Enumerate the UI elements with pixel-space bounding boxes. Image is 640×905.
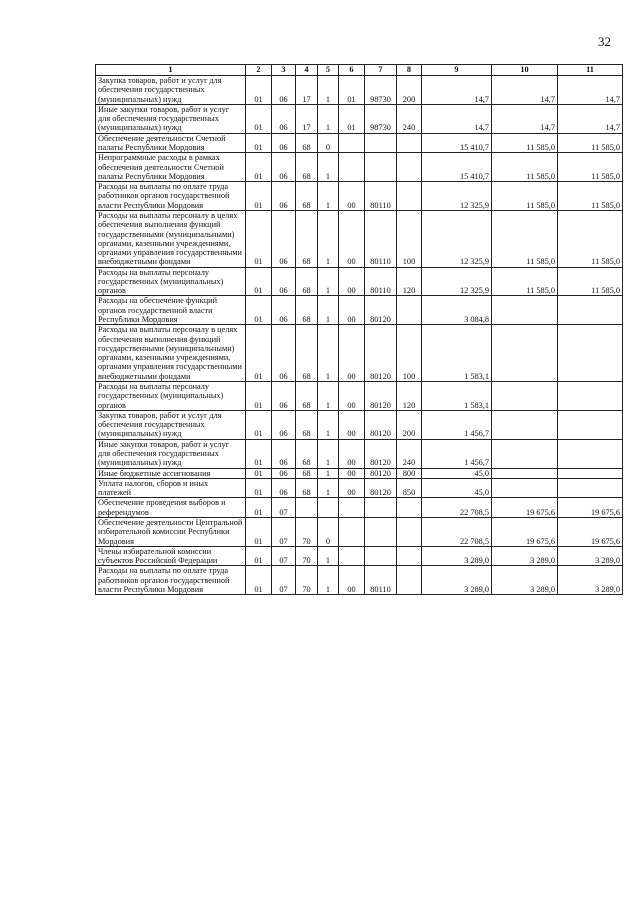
amount-year1-cell: 14,7 (422, 104, 492, 133)
table-row (96, 498, 623, 518)
code-program-cell: 68 (296, 410, 318, 439)
code-program-cell: 68 (296, 153, 318, 182)
code-event-cell: 00 (339, 439, 365, 468)
code-event-cell: 00 (339, 468, 365, 478)
row-name-cell: Иные закупки товаров, работ и услуг для обеспечения государственных (муниципальных) нужд (96, 439, 246, 468)
code-expense-type-cell: 240 (397, 439, 422, 468)
code-direction-cell: 80120 (365, 325, 397, 382)
code-event-cell: 00 (339, 267, 365, 296)
column-header: 10 (492, 65, 558, 76)
amount-year2-cell: 11 585,0 (492, 210, 558, 267)
code-subprogram-cell: 1 (318, 325, 339, 382)
amount-year3-cell: 19 675,6 (558, 517, 623, 546)
table-row (96, 410, 623, 439)
code-program-cell: 70 (296, 566, 318, 595)
amount-year2-cell (492, 439, 558, 468)
code-direction-cell: 80110 (365, 566, 397, 595)
code-subsection-cell: 07 (272, 517, 296, 546)
column-header: 4 (296, 65, 318, 76)
row-name-cell: Расходы на выплаты персоналу государственных (муниципальных) органов (96, 267, 246, 296)
amount-year2-cell: 19 675,6 (492, 498, 558, 518)
table-row (96, 439, 623, 468)
column-header: 11 (558, 65, 623, 76)
code-section-cell: 01 (246, 410, 272, 439)
amount-year3-cell: 3 289,0 (558, 546, 623, 566)
code-section-cell: 01 (246, 566, 272, 595)
amount-year2-cell: 11 585,0 (492, 153, 558, 182)
table-row (96, 478, 623, 498)
code-event-cell: 00 (339, 382, 365, 411)
code-subsection-cell: 06 (272, 439, 296, 468)
code-subprogram-cell: 1 (318, 76, 339, 105)
code-program-cell: 68 (296, 325, 318, 382)
amount-year1-cell: 22 708,5 (422, 498, 492, 518)
amount-year3-cell: 3 289,0 (558, 566, 623, 595)
code-expense-type-cell (397, 182, 422, 211)
code-subsection-cell: 07 (272, 546, 296, 566)
code-program-cell: 70 (296, 546, 318, 566)
amount-year3-cell: 11 585,0 (558, 182, 623, 211)
code-subprogram-cell: 1 (318, 267, 339, 296)
amount-year2-cell: 11 585,0 (492, 133, 558, 153)
code-subprogram-cell: 1 (318, 382, 339, 411)
amount-year1-cell: 15 410,7 (422, 133, 492, 153)
code-direction-cell: 80120 (365, 296, 397, 325)
code-expense-type-cell (397, 546, 422, 566)
code-section-cell: 01 (246, 182, 272, 211)
code-subsection-cell: 06 (272, 76, 296, 105)
code-subprogram-cell: 1 (318, 439, 339, 468)
code-event-cell (339, 517, 365, 546)
code-direction-cell (365, 133, 397, 153)
amount-year1-cell: 15 410,7 (422, 153, 492, 182)
code-program-cell: 68 (296, 296, 318, 325)
code-section-cell: 01 (246, 153, 272, 182)
code-direction-cell: 80120 (365, 468, 397, 478)
amount-year3-cell: 11 585,0 (558, 267, 623, 296)
code-expense-type-cell: 120 (397, 267, 422, 296)
amount-year3-cell (558, 382, 623, 411)
amount-year3-cell (558, 325, 623, 382)
code-subsection-cell: 06 (272, 267, 296, 296)
row-name-cell: Иные закупки товаров, работ и услуг для обеспечения государственных (муниципальных) нужд (96, 104, 246, 133)
code-section-cell: 01 (246, 498, 272, 518)
code-event-cell: 00 (339, 478, 365, 498)
row-name-cell: Закупка товаров, работ и услуг для обеспечения государственных (муниципальных) нужд (96, 410, 246, 439)
code-program-cell: 70 (296, 517, 318, 546)
code-direction-cell: 98730 (365, 104, 397, 133)
code-subprogram-cell: 1 (318, 566, 339, 595)
code-subsection-cell: 06 (272, 182, 296, 211)
table-row (96, 153, 623, 182)
code-expense-type-cell: 240 (397, 104, 422, 133)
amount-year2-cell: 11 585,0 (492, 267, 558, 296)
code-event-cell: 00 (339, 325, 365, 382)
row-name-cell: Расходы на выплаты персоналу в целях обеспечения выполнения функций государственными (муниципальными) органами, казенными учреждениями, органами управления государственными внебюджетными фондами (96, 325, 246, 382)
code-subsection-cell: 06 (272, 133, 296, 153)
code-section-cell: 01 (246, 517, 272, 546)
code-section-cell: 01 (246, 546, 272, 566)
row-name-cell: Члены избирательной комиссии субъектов Российской Федерации (96, 546, 246, 566)
code-event-cell (339, 546, 365, 566)
code-subsection-cell: 06 (272, 153, 296, 182)
row-name-cell: Уплата налогов, сборов и иных платежей (96, 478, 246, 498)
code-section-cell: 01 (246, 296, 272, 325)
code-subsection-cell: 06 (272, 478, 296, 498)
column-header: 3 (272, 65, 296, 76)
row-name-cell: Обеспечение деятельности Центральной избирательной комиссии Республики Мордовия (96, 517, 246, 546)
table-row (96, 382, 623, 411)
code-expense-type-cell: 100 (397, 210, 422, 267)
code-subprogram-cell: 0 (318, 133, 339, 153)
amount-year2-cell: 11 585,0 (492, 182, 558, 211)
amount-year3-cell: 14,7 (558, 76, 623, 105)
code-subprogram-cell: 1 (318, 153, 339, 182)
code-program-cell: 68 (296, 267, 318, 296)
code-program-cell (296, 498, 318, 518)
code-direction-cell: 80120 (365, 478, 397, 498)
amount-year2-cell (492, 468, 558, 478)
code-program-cell: 68 (296, 478, 318, 498)
row-name-cell: Закупка товаров, работ и услуг для обеспечения государственных (муниципальных) нужд (96, 76, 246, 105)
amount-year3-cell: 14,7 (558, 104, 623, 133)
code-subsection-cell: 06 (272, 296, 296, 325)
table-row (96, 325, 623, 382)
code-subprogram-cell (318, 498, 339, 518)
amount-year1-cell: 12 325,9 (422, 182, 492, 211)
code-subprogram-cell: 1 (318, 478, 339, 498)
code-section-cell: 01 (246, 478, 272, 498)
code-program-cell: 68 (296, 210, 318, 267)
column-header: 9 (422, 65, 492, 76)
amount-year2-cell: 3 289,0 (492, 566, 558, 595)
code-section-cell: 01 (246, 382, 272, 411)
code-subprogram-cell: 0 (318, 517, 339, 546)
code-program-cell: 17 (296, 104, 318, 133)
amount-year1-cell: 45,0 (422, 478, 492, 498)
code-section-cell: 01 (246, 468, 272, 478)
code-expense-type-cell: 200 (397, 76, 422, 105)
page-number: 32 (598, 34, 611, 49)
code-direction-cell: 98730 (365, 76, 397, 105)
table-row (96, 267, 623, 296)
code-event-cell (339, 153, 365, 182)
column-header: 2 (246, 65, 272, 76)
row-name-cell: Иные бюджетные ассигнования (96, 468, 246, 478)
column-header: 5 (318, 65, 339, 76)
table-row (96, 517, 623, 546)
amount-year1-cell: 3 289,0 (422, 566, 492, 595)
code-program-cell: 68 (296, 468, 318, 478)
code-direction-cell: 80110 (365, 182, 397, 211)
table-row (96, 182, 623, 211)
amount-year1-cell: 12 325,9 (422, 210, 492, 267)
table-row (96, 566, 623, 595)
amount-year1-cell: 12 325,9 (422, 267, 492, 296)
column-header: 6 (339, 65, 365, 76)
row-name-cell: Обеспечение проведения выборов и референдумов (96, 498, 246, 518)
code-direction-cell (365, 517, 397, 546)
code-direction-cell: 80110 (365, 267, 397, 296)
code-expense-type-cell: 850 (397, 478, 422, 498)
table-row (96, 133, 623, 153)
row-name-cell: Расходы на выплаты по оплате труда работников органов государственной власти Республики Мордовия (96, 182, 246, 211)
table-row (96, 210, 623, 267)
row-name-cell: Расходы на выплаты персоналу в целях обеспечения выполнения функций государственными (муниципальными) органами, казенными учреждениями, органами управления государственными внебюджетными фондами (96, 210, 246, 267)
code-section-cell: 01 (246, 104, 272, 133)
amount-year1-cell: 1 583,1 (422, 382, 492, 411)
code-event-cell: 01 (339, 104, 365, 133)
amount-year1-cell: 14,7 (422, 76, 492, 105)
code-expense-type-cell (397, 566, 422, 595)
table-body (96, 76, 623, 595)
table-row (96, 104, 623, 133)
table-row (96, 546, 623, 566)
code-subsection-cell: 06 (272, 210, 296, 267)
code-event-cell: 00 (339, 296, 365, 325)
code-expense-type-cell: 800 (397, 468, 422, 478)
code-subsection-cell: 06 (272, 382, 296, 411)
code-subsection-cell: 06 (272, 325, 296, 382)
code-program-cell: 68 (296, 133, 318, 153)
row-name-cell: Расходы на выплаты по оплате труда работников органов государственной власти Республики Мордовия (96, 566, 246, 595)
amount-year1-cell: 22 708,5 (422, 517, 492, 546)
amount-year1-cell: 1 456,7 (422, 439, 492, 468)
code-section-cell: 01 (246, 210, 272, 267)
code-direction-cell: 80120 (365, 410, 397, 439)
code-event-cell: 00 (339, 182, 365, 211)
code-subsection-cell: 07 (272, 498, 296, 518)
code-expense-type-cell (397, 153, 422, 182)
code-event-cell: 00 (339, 410, 365, 439)
amount-year3-cell (558, 296, 623, 325)
column-header: 8 (397, 65, 422, 76)
amount-year2-cell: 3 289,0 (492, 546, 558, 566)
code-subsection-cell: 07 (272, 566, 296, 595)
amount-year3-cell (558, 478, 623, 498)
amount-year2-cell (492, 478, 558, 498)
amount-year3-cell: 11 585,0 (558, 133, 623, 153)
code-subsection-cell: 06 (272, 468, 296, 478)
code-event-cell: 00 (339, 210, 365, 267)
code-expense-type-cell: 120 (397, 382, 422, 411)
code-subsection-cell: 06 (272, 104, 296, 133)
amount-year3-cell: 11 585,0 (558, 153, 623, 182)
code-expense-type-cell (397, 498, 422, 518)
row-name-cell: Непрограммные расходы в рамках обеспечения деятельности Счетной палаты Республики Мордовия (96, 153, 246, 182)
code-direction-cell: 80120 (365, 439, 397, 468)
code-expense-type-cell: 100 (397, 325, 422, 382)
code-expense-type-cell (397, 517, 422, 546)
amount-year2-cell: 19 675,6 (492, 517, 558, 546)
amount-year3-cell: 19 675,6 (558, 498, 623, 518)
amount-year2-cell (492, 296, 558, 325)
code-direction-cell: 80120 (365, 382, 397, 411)
code-event-cell: 01 (339, 76, 365, 105)
code-subprogram-cell: 1 (318, 410, 339, 439)
code-subprogram-cell: 1 (318, 468, 339, 478)
row-name-cell: Расходы на выплаты персоналу государственных (муниципальных) органов (96, 382, 246, 411)
code-direction-cell (365, 546, 397, 566)
table-row (96, 468, 623, 478)
amount-year2-cell (492, 325, 558, 382)
code-subprogram-cell: 1 (318, 182, 339, 211)
table-header-row (96, 65, 623, 76)
code-section-cell: 01 (246, 133, 272, 153)
code-expense-type-cell: 200 (397, 410, 422, 439)
code-subprogram-cell: 1 (318, 104, 339, 133)
budget-table (95, 64, 623, 595)
amount-year2-cell: 14,7 (492, 76, 558, 105)
code-event-cell (339, 498, 365, 518)
code-program-cell: 68 (296, 182, 318, 211)
table-row (96, 296, 623, 325)
amount-year1-cell: 45,0 (422, 468, 492, 478)
code-program-cell: 68 (296, 439, 318, 468)
amount-year1-cell: 1 456,7 (422, 410, 492, 439)
code-section-cell: 01 (246, 267, 272, 296)
amount-year3-cell (558, 439, 623, 468)
row-name-cell: Обеспечение деятельности Счетной палаты Республики Мордовия (96, 133, 246, 153)
amount-year2-cell: 14,7 (492, 104, 558, 133)
amount-year2-cell (492, 382, 558, 411)
code-event-cell: 00 (339, 566, 365, 595)
code-expense-type-cell (397, 133, 422, 153)
code-subprogram-cell: 1 (318, 296, 339, 325)
amount-year3-cell (558, 410, 623, 439)
code-section-cell: 01 (246, 76, 272, 105)
code-subsection-cell: 06 (272, 410, 296, 439)
code-section-cell: 01 (246, 325, 272, 382)
code-program-cell: 68 (296, 382, 318, 411)
code-direction-cell (365, 498, 397, 518)
code-section-cell: 01 (246, 439, 272, 468)
amount-year2-cell (492, 410, 558, 439)
code-direction-cell: 80110 (365, 210, 397, 267)
code-event-cell (339, 133, 365, 153)
code-subprogram-cell: 1 (318, 210, 339, 267)
table-row (96, 76, 623, 105)
code-expense-type-cell (397, 296, 422, 325)
amount-year1-cell: 3 289,0 (422, 546, 492, 566)
amount-year3-cell (558, 468, 623, 478)
code-subprogram-cell: 1 (318, 546, 339, 566)
code-direction-cell (365, 153, 397, 182)
amount-year1-cell: 3 084,8 (422, 296, 492, 325)
amount-year3-cell: 11 585,0 (558, 210, 623, 267)
column-header: 7 (365, 65, 397, 76)
row-name-cell: Расходы на обеспечение функций органов государственной власти Республики Мордовия (96, 296, 246, 325)
amount-year1-cell: 1 583,1 (422, 325, 492, 382)
code-program-cell: 17 (296, 76, 318, 105)
column-header: 1 (96, 65, 246, 76)
